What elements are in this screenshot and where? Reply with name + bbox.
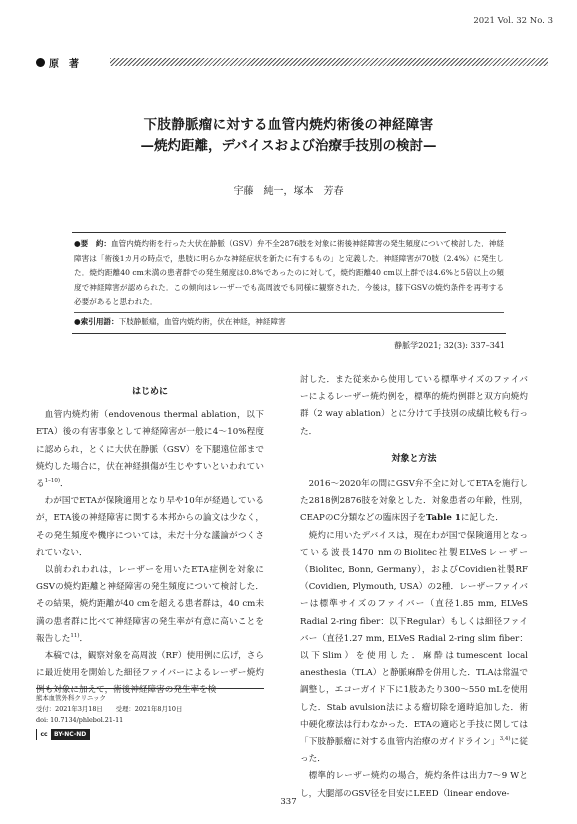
doi[interactable]: doi: 10.7134/phlebol.21-11 [36, 716, 124, 724]
abstract-box [72, 232, 506, 334]
keywords-line [74, 312, 504, 329]
section-label [36, 55, 85, 70]
article-subtitle: —焼灼距離，デバイスおよび治療手技別の検討— [140, 138, 437, 154]
abstract-body [74, 237, 504, 310]
paragraph: 2016～2020年の間にGSV弁不全に対してETAを施行した2818例2876肢を対象とした．対象患者の年齢，性別，CEAPのC分類などの臨床因子をTable 1に記した． [300, 479, 528, 524]
journal-reference: 2021 Vol. 32 No. 3 [473, 16, 553, 26]
affiliation: 熊本血管外科クリニック [36, 694, 106, 702]
hatched-rule [110, 58, 548, 66]
paragraph: 血管内焼灼術（endovenous thermal ablation，以下ETA）後の有害事象として神経障害が一般に4～10%程度に認められ，とくに大伏在静脈（GSV）を下腿遠位部まで焼灼した場合に，伏在神経損傷が生じやすいといわれている$^{1-10)}$． [36, 410, 264, 490]
paragraph: 以前われわれは，レーザーを用いたETA症例を対象にGSVの焼灼距離と神経障害の発生頻度について検討した．その結果，焼灼距離が40 cmを超える患者群は，40 cm未満の患者群に比べて神経障害の発生率が有意に高いことを報告した$^{11)}$． [36, 565, 264, 644]
footnote [36, 688, 264, 740]
reference-mark[interactable]: 3,4) [499, 736, 511, 743]
keywords-label: ●索引用語： [74, 316, 119, 326]
paragraph: 焼灼に用いたデバイスは，現在わが国で保険適用となっている波長1470 nmのBiolitec社製ELVeSレーザー（Biolitec, Bonn, Germany），およびCovidien社製RF（Covidien, Plymouth, USA）の2種．レーザーファイバーは標準サイズのファイバー（直径1.85 mm, ELVeS Radial 2-ring fiber：以下Regular）もしくは細径ファイバー（直径1.27 mm, ELVeS Radial 2-ring slim fiber：以下Slim）を使用した．麻酔はtumescent local anesthesia（TLA）と静脈麻酔を併用した．TLAは常温で調整し，エコーガイド下に1肢あたり300～550 mLを使用した．Stab avulsion法による瘤切除を適時追加した．術中硬化療法は行わなかった．ETAの適応と手技に関しては「下肢静脈瘤に対する血管内治療のガイドライン」$^{3,4)}$に従った． [300, 530, 528, 765]
paragraph: 本稿では，観察対象を高周波（RF）使用例に広げ，さらに最近使用を開始した細径ファイバーによるレーザー焼灼例も対象に加えて，術後神経障害の発生率を検 [36, 651, 264, 696]
abstract-label: ●要 約： [74, 239, 112, 248]
table-reference[interactable]: Table 1 [425, 513, 461, 524]
section-heading-intro: はじめに [131, 387, 168, 397]
received-accepted-dates: 受付：2021年3月18日 受理：2021年8月10日 [36, 705, 183, 713]
page-number: 337 [280, 797, 297, 807]
right-column [300, 372, 528, 803]
keywords-text: 下肢静脈瘤，血管内焼灼術，伏在神経，神経障害 [118, 316, 286, 326]
left-column [36, 384, 264, 700]
reference-mark[interactable]: 1–10) [44, 478, 61, 485]
section-label-text: 原 著 [49, 59, 79, 70]
license-tag: BY-NC-ND [51, 730, 89, 739]
bullet-dot-icon [36, 58, 45, 67]
abstract-text: 血管内焼灼術を行った大伏在静脈（GSV）弁不全2876肢を対象に術後神経障害の発生頻度について検討した．神経障害は「術後1カ月の時点で，患肢に明らかな神経症状を新たに有するもの」と定義した．神経障害が70肢（2.4%）に発生した．焼灼距離40 cm未満の患者群での発生頻度は0.8%であったのに対して，焼灼距離40 cm以上群では4.6%と5倍以上の頻度で神経障害が認められた．この傾向はレーザーでも高周波でも同様に観察された．今後は，膝下GSVの焼灼条件を再考する必要があると思われた． [74, 239, 504, 307]
paragraph: わが国でETAが保険適用となり早や10年が経過しているが，ETA後の神経障害に関する本邦からの論文は少なく，その発生頻度や機序については，未だ十分な議論がつくされていない． [36, 496, 264, 558]
section-banner [36, 56, 548, 68]
reference-mark[interactable]: 11) [70, 632, 80, 639]
article-authors: 宇藤 純一，塚本 芳春 [233, 186, 344, 197]
creative-commons-icon: cc [37, 729, 51, 740]
license-badge[interactable] [36, 729, 90, 740]
paragraph: 討した．また従来から使用している標準サイズのファイバーによるレーザー焼灼例を，標準的焼灼例群と双方向焼灼群（2 way ablation）とに分けて手技別の成績比較も行った． [300, 375, 528, 437]
paragraph: 標準的レーザー焼灼の場合，焼灼条件は出力7～9 Wとし，大腿部のGSV径を目安にLEED（linear endove- [300, 771, 528, 799]
section-heading-methods: 対象と方法 [391, 453, 437, 464]
citation: 静脈学2021; 32(3): 337–341 [394, 341, 505, 350]
article-title: 下肢静脈瘤に対する血管内焼灼術後の神経障害 [143, 117, 434, 133]
